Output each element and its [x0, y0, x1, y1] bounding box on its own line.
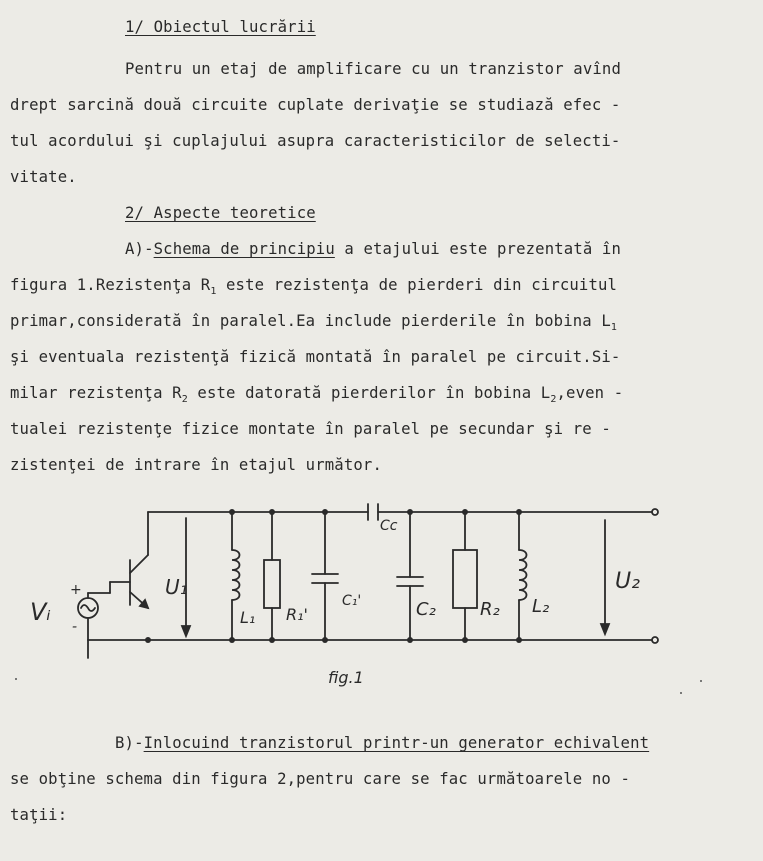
- label-u2: U₂: [615, 569, 640, 594]
- section-1-line-4: vitate.: [10, 168, 77, 186]
- label-l1: L₁: [240, 608, 256, 627]
- inductor-l2: [519, 512, 527, 640]
- label-cc: Cc: [380, 518, 398, 534]
- transistor-symbol: [110, 512, 148, 608]
- label-c1: C₁': [342, 593, 362, 609]
- paper-speck: [15, 678, 17, 680]
- section-2-line-4: şi eventuala rezistenţă fizică montată în paralel pe circuit.Si-: [10, 348, 621, 366]
- section-1-line-2: drept sarcină două circuite cuplate derivaţie se studiază efec -: [10, 96, 621, 114]
- section-2-line-5: milar rezistenţa $R_2$ este datorată pierderilor în bobina $L_2,even$ -: [10, 384, 624, 405]
- section-1-line-3: tul acordului şi cuplajului asupra caracteristicilor de selecti-: [10, 132, 621, 150]
- inductor-l1: [232, 512, 240, 640]
- label-plus: +: [70, 582, 82, 598]
- section-b-line-3: taţii:: [10, 806, 68, 824]
- capacitor-c2: [397, 512, 423, 640]
- label-r1: R₁': [286, 605, 308, 624]
- label-u1: U₁: [165, 575, 188, 599]
- paper-speck: [680, 692, 682, 694]
- capacitor-c1: [312, 512, 338, 640]
- output-terminal-bottom: [652, 637, 658, 643]
- section-b-line-1: B)-Inlocuind tranzistorul printr-un generator echivalent: [115, 734, 650, 752]
- figure-caption: fig.1: [328, 668, 364, 687]
- section-2-line-1: A)-Schema de principiu a etajului este prezentată în: [125, 240, 622, 258]
- output-terminal-top: [652, 509, 658, 515]
- resistor-r2: [453, 512, 477, 640]
- section-2-line-7: zistenţei de intrare în etajul următor.: [10, 456, 382, 474]
- label-r2: R₂: [480, 599, 500, 620]
- section-1-line-1: Pentru un etaj de amplificare cu un tranzistor avînd: [125, 60, 621, 78]
- circuit-figure: [0, 490, 763, 700]
- label-vi: Vᵢ: [30, 598, 51, 626]
- section-2-line-3: primar,considerată în paralel.Ea include pierderile în bobina $L_1$: [10, 312, 618, 333]
- label-l2: L₂: [532, 596, 550, 617]
- section-2-line-2: figura 1.Rezistenţa $R_1$ este rezistenţa de pierderi din circuitul: [10, 276, 618, 297]
- ac-source-symbol: [78, 593, 110, 658]
- label-minus: -: [72, 619, 78, 635]
- paper-speck: [700, 680, 702, 682]
- section-1-heading: 1/ Obiectul lucrării: [125, 18, 316, 36]
- label-c2: C₂: [416, 599, 436, 620]
- section-2-line-6: tualei rezistenţe fizice montate în paralel pe secundar şi re -: [10, 420, 611, 438]
- section-b-line-2: se obţine schema din figura 2,pentru care se fac următoarele no -: [10, 770, 630, 788]
- section-2-heading: 2/ Aspecte teoretice: [125, 204, 316, 222]
- resistor-r1: [264, 512, 280, 640]
